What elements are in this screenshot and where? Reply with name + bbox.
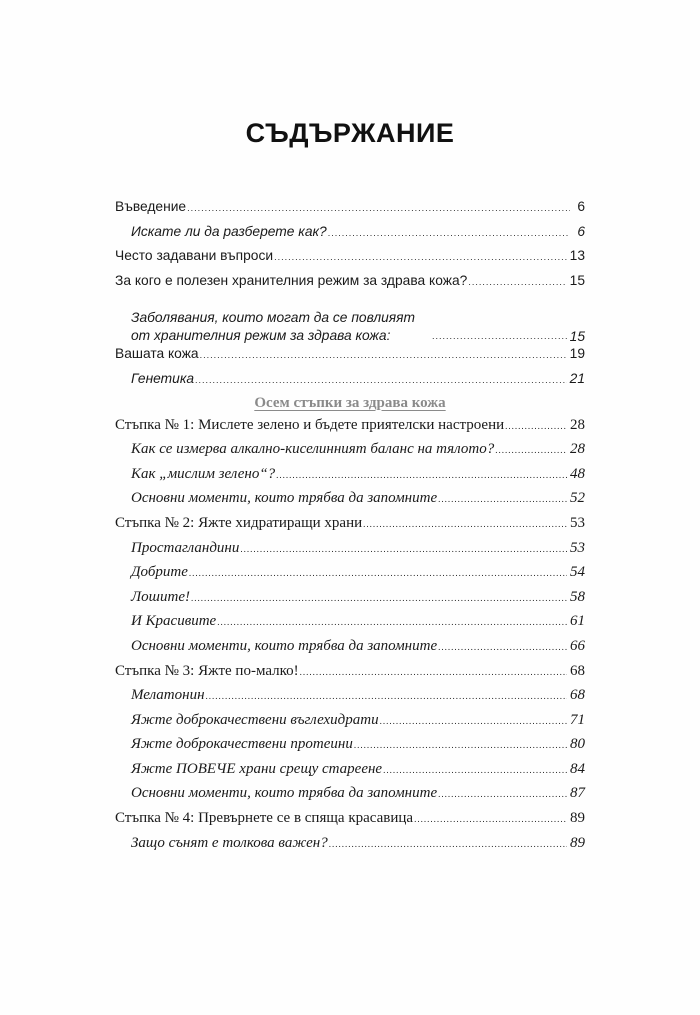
toc-entry[interactable] [115, 736, 585, 761]
toc-entry-title: Стъпка № 1: Мислете зелено и бъдете приятелски настроени [115, 416, 505, 433]
toc-entry-page-number: 80 [570, 736, 585, 753]
dot-leader [328, 225, 570, 242]
toc-entry-page-number: 28 [570, 441, 585, 458]
toc-entry[interactable] [115, 564, 585, 589]
toc-entry-page-number: 15 [569, 272, 585, 288]
toc-entry[interactable] [115, 490, 585, 515]
toc-entry[interactable] [115, 466, 585, 491]
toc-entry-page-number: 6 [577, 199, 585, 214]
toc-entry-page-number: 71 [570, 711, 585, 728]
toc-entry-title: Простагландини [131, 539, 240, 556]
toc-entry[interactable] [115, 835, 585, 860]
toc-entry-title: За кого е полезен хранителния режим за здрава кожа? [115, 272, 468, 288]
toc-entry-page-number: 87 [570, 785, 585, 802]
toc-entry-page-number: 13 [569, 248, 585, 264]
section-heading[interactable] [115, 395, 585, 417]
toc-entry[interactable] [115, 198, 585, 223]
toc-entry-page-number: 21 [569, 370, 585, 386]
toc-entry[interactable] [115, 663, 585, 688]
toc-entry-page-number: 53 [570, 539, 585, 556]
dot-leader [505, 418, 567, 435]
toc-entry[interactable] [115, 515, 585, 540]
toc-entry-title: Основни моменти, които трябва да запомните [131, 637, 438, 654]
toc-entry[interactable] [115, 441, 585, 466]
dot-leader [274, 249, 567, 266]
toc-entry-title: Защо сънят е толкова важен? [131, 834, 328, 851]
toc-entry-title: Основни моменти, които трябва да запомните [131, 490, 438, 507]
toc-entry-page-number: 66 [570, 637, 585, 654]
toc-entry-page-number: 48 [570, 465, 585, 482]
toc-entry-page-number: 52 [570, 490, 585, 507]
toc-entry-title: Стъпка № 4: Превърнете се в спяща красавица [115, 810, 414, 827]
toc-entry-title: Яжте ПОВЕЧЕ храни срещу стареене [131, 760, 383, 777]
toc-entry-title: Стъпка № 3: Яжте по-малко! [115, 662, 299, 679]
toc-entry-page-number: 58 [570, 588, 585, 605]
toc-entry[interactable] [115, 540, 585, 565]
toc-entry-title: Заболявания, които могат да се повлияят от хранителния режим за здрава кожа: [131, 310, 416, 344]
dot-leader [438, 786, 567, 803]
toc-entry-page-number: 68 [570, 662, 585, 679]
toc-entry-title: Яжте доброкачествени въглехидрати [131, 711, 379, 728]
toc-entry-title: Искате ли да разберете как? [131, 223, 327, 239]
toc-entry-page-number: 28 [570, 416, 585, 433]
toc-entry-title: Мелатонин [131, 687, 205, 704]
dot-leader [432, 328, 567, 345]
toc-entry-title: И Красивите [131, 613, 217, 630]
dot-leader [438, 639, 567, 656]
toc-entry-page-number: 53 [570, 514, 585, 531]
toc-entry-page-number: 19 [569, 346, 585, 362]
toc-entry[interactable] [115, 687, 585, 712]
dot-leader [276, 467, 567, 484]
dot-leader [240, 541, 567, 558]
section-heading-link[interactable]: Осем стъпки за здрава кожа [254, 394, 446, 411]
toc-entry-page-number: 89 [570, 834, 585, 851]
toc-entry-page-number: 84 [570, 760, 585, 777]
toc-entry[interactable] [115, 712, 585, 737]
dot-leader [195, 372, 567, 389]
toc-entry-title: Яжте доброкачествени протеини [131, 736, 353, 753]
toc-entry-page-number: 89 [570, 810, 585, 827]
dot-leader [354, 737, 567, 754]
page-title: СЪДЪРЖАНИЕ [245, 118, 455, 148]
toc-entry-title: Генетика [131, 370, 195, 386]
dot-leader [329, 836, 567, 853]
dot-leader [468, 274, 566, 291]
dot-leader [189, 565, 567, 582]
toc-entry-title: Често задавани въпроси [115, 248, 274, 264]
toc-entry-title: Стъпка № 2: Яжте хидратиращи храни [115, 514, 363, 531]
dot-leader [200, 347, 567, 364]
toc-entry-title: Лошите! [131, 588, 190, 605]
toc-entry[interactable] [115, 810, 585, 835]
dot-leader [383, 762, 567, 779]
dot-leader [206, 688, 567, 705]
toc-entry[interactable] [115, 761, 585, 786]
dot-leader [380, 713, 567, 730]
toc-entry[interactable] [115, 417, 585, 442]
toc-entry-title: Как „мислим зелено“? [131, 465, 276, 482]
toc-entry[interactable] [115, 223, 585, 248]
toc-entry[interactable] [115, 370, 585, 395]
table-of-contents [115, 198, 585, 859]
toc-entry-page-number: 15 [569, 329, 585, 345]
dot-leader [217, 614, 567, 631]
toc-entry[interactable] [115, 638, 585, 663]
dot-leader [414, 811, 567, 828]
toc-entry[interactable] [115, 247, 585, 272]
toc-entry-title: Вашата кожа [115, 346, 199, 362]
toc-entry-title: Добрите [131, 564, 188, 581]
toc-entry[interactable] [115, 785, 585, 810]
toc-entry[interactable] [115, 613, 585, 638]
dot-leader [191, 590, 567, 607]
toc-entry-page-number: 54 [570, 564, 585, 581]
dot-leader [363, 516, 567, 533]
toc-group-intro [115, 198, 585, 395]
toc-entry[interactable] [115, 296, 585, 345]
dot-leader [438, 491, 567, 508]
toc-entry-title: Как се измерва алкално-киселинният баланс на тялото? [131, 441, 495, 458]
toc-entry[interactable] [115, 345, 585, 370]
dot-leader [300, 664, 567, 681]
toc-entry-title: Основни моменти, които трябва да запомните [131, 785, 438, 802]
dot-leader [187, 200, 570, 217]
dot-leader [495, 442, 567, 459]
toc-entry-page-number: 6 [577, 223, 585, 239]
toc-entry[interactable] [115, 272, 585, 297]
toc-entry[interactable] [115, 589, 585, 614]
toc-entry-title: Въведение [115, 199, 187, 214]
toc-entry-page-number: 61 [570, 613, 585, 630]
toc-entry-page-number: 68 [570, 687, 585, 704]
toc-group-steps [115, 417, 585, 860]
